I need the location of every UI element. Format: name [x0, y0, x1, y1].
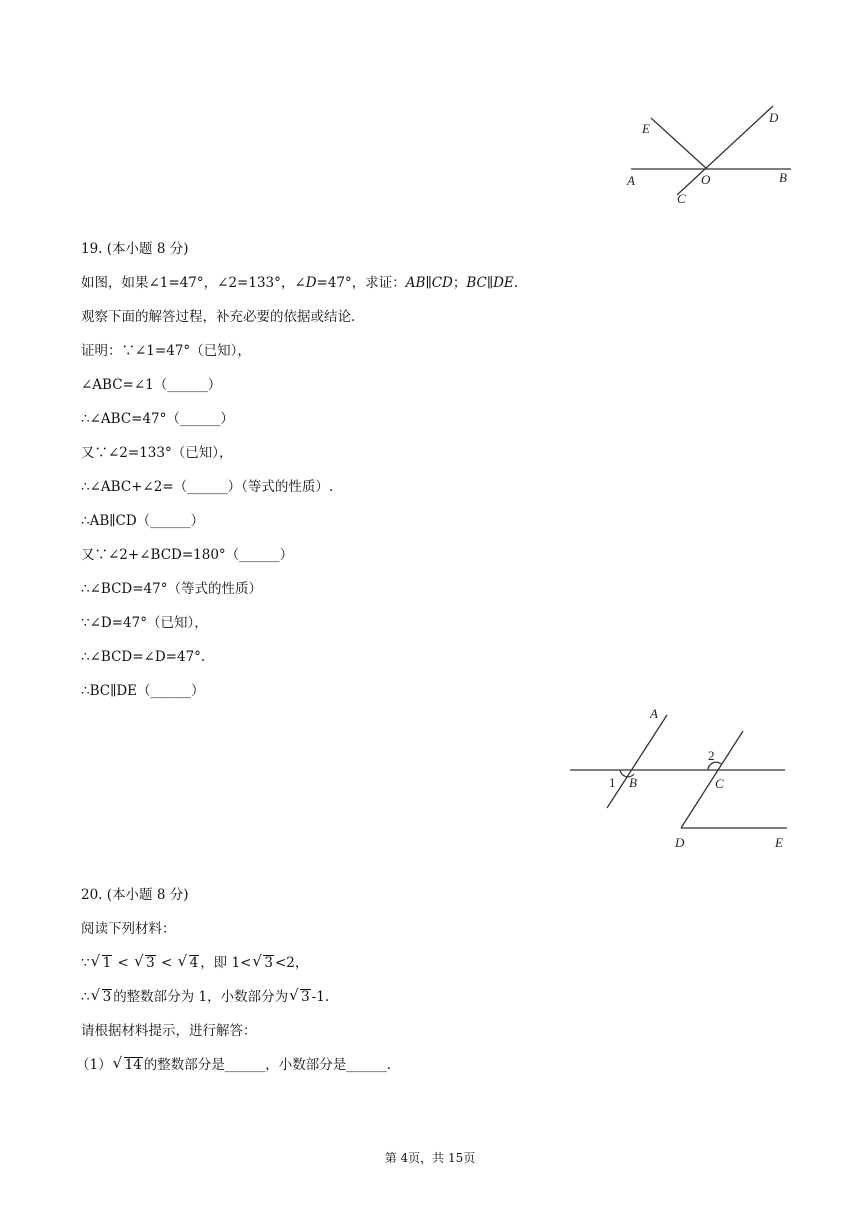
q19-instruction: 观察下面的解答过程，补充必要的依据或结论. [81, 309, 356, 325]
page-footer: 第 4页，共 15页 [384, 1151, 476, 1165]
sqrt-3: √ 3 [134, 952, 155, 971]
q20-intro: 阅读下列材料： [81, 921, 176, 937]
q19-proof-line-1: 证明：∵∠1=47°（已知）， [81, 343, 251, 359]
sqrt-3-d: √ 3 [289, 986, 310, 1005]
lt-1: < [117, 955, 129, 971]
q19-proof-line-6: ∴AB∥CD（______） [81, 513, 205, 529]
label-d: D [769, 110, 779, 125]
label-1: 1 [609, 775, 616, 790]
label-b: B [629, 775, 637, 790]
q20-heading: 20. (本小题 8 分) [81, 887, 189, 903]
q20-p1-text: 的整数部分是______，小数部分是______. [143, 1057, 392, 1073]
lt-2: < [160, 955, 173, 971]
label-a: A [627, 173, 635, 188]
sqrt-1: √ 1 [90, 952, 112, 971]
line-cd [681, 731, 743, 828]
label-b: B [779, 170, 787, 185]
sqrt-3-c: √ 3 [90, 986, 112, 1005]
label-d: D [675, 835, 685, 850]
q20-l2-end: -1. [311, 989, 330, 1005]
q20-prompt: 请根据材料提示，进行解答： [81, 1023, 257, 1039]
q19-stmt-bc: BC [466, 275, 487, 291]
q20-material-line-2 [81, 988, 329, 1006]
line-ab [607, 715, 667, 808]
q19-stmt-ab: AB [405, 275, 426, 291]
line-cd [677, 106, 773, 195]
ray-oe [651, 118, 707, 169]
q20-p1-num: （1） [76, 1057, 112, 1073]
label-o: O [701, 172, 711, 187]
because-symbol: ∵ [81, 955, 90, 971]
sqrt-14: √ 14 [112, 1054, 142, 1073]
q19-stmt-d: D [305, 275, 317, 291]
therefore-symbol: ∴ [81, 989, 90, 1005]
label-e: E [775, 835, 783, 850]
label-c: C [715, 776, 724, 791]
q20-l1-ji: ，即 1< [200, 955, 252, 971]
q19-proof-line-8: ∴∠BCD=47°（等式的性质） [81, 581, 262, 597]
label-e: E [642, 121, 650, 136]
sqrt-4: √ 4 [177, 952, 199, 971]
q19-proof-line-5: ∴∠ABC+∠2=（______）（等式的性质）. [81, 479, 334, 495]
label-c: C [677, 191, 686, 206]
q19-stmt-end: . [513, 275, 519, 291]
q20-l1-end: <2， [274, 955, 309, 971]
q19-proof-line-2: ∠ABC=∠1（______） [81, 377, 222, 393]
sqrt-3-b: √ 3 [252, 952, 273, 971]
label-2: 2 [708, 748, 715, 763]
q19-proof-line-11: ∴BC∥DE（______） [81, 683, 205, 699]
figure-parallel-lines [565, 700, 795, 855]
q19-stmt-cd: CD [431, 275, 453, 291]
q19-heading: 19. (本小题 8 分) [81, 241, 189, 257]
label-a: A [650, 706, 658, 721]
q20-part-1 [76, 1056, 391, 1074]
q19-proof-line-4: 又∵∠2=133°（已知）， [81, 445, 233, 461]
q19-stmt-sep: ； [452, 275, 467, 291]
q19-stmt-pre: 如图，如果∠1=47°，∠2=133°，∠ [81, 275, 306, 291]
q19-statement [81, 274, 518, 292]
figure-angles-eodab [615, 100, 805, 215]
q19-proof-line-3: ∴∠ABC=47°（______） [81, 411, 234, 427]
q20-l2-mid: 的整数部分为 1，小数部分为 [113, 989, 289, 1005]
q20-material-line-1 [81, 954, 308, 972]
q19-proof-line-10: ∴∠BCD=∠D=47°. [81, 649, 206, 665]
q19-stmt-par1: ∥ [425, 275, 432, 291]
q19-stmt-par2: ∥ [486, 275, 494, 291]
q19-proof-line-7: 又∵∠2+∠BCD=180°（______） [81, 547, 294, 563]
q19-stmt-mid: =47°，求证： [316, 275, 406, 291]
q19-proof-line-9: ∵∠D=47°（已知）， [81, 615, 208, 631]
q19-stmt-de: DE [493, 275, 514, 291]
